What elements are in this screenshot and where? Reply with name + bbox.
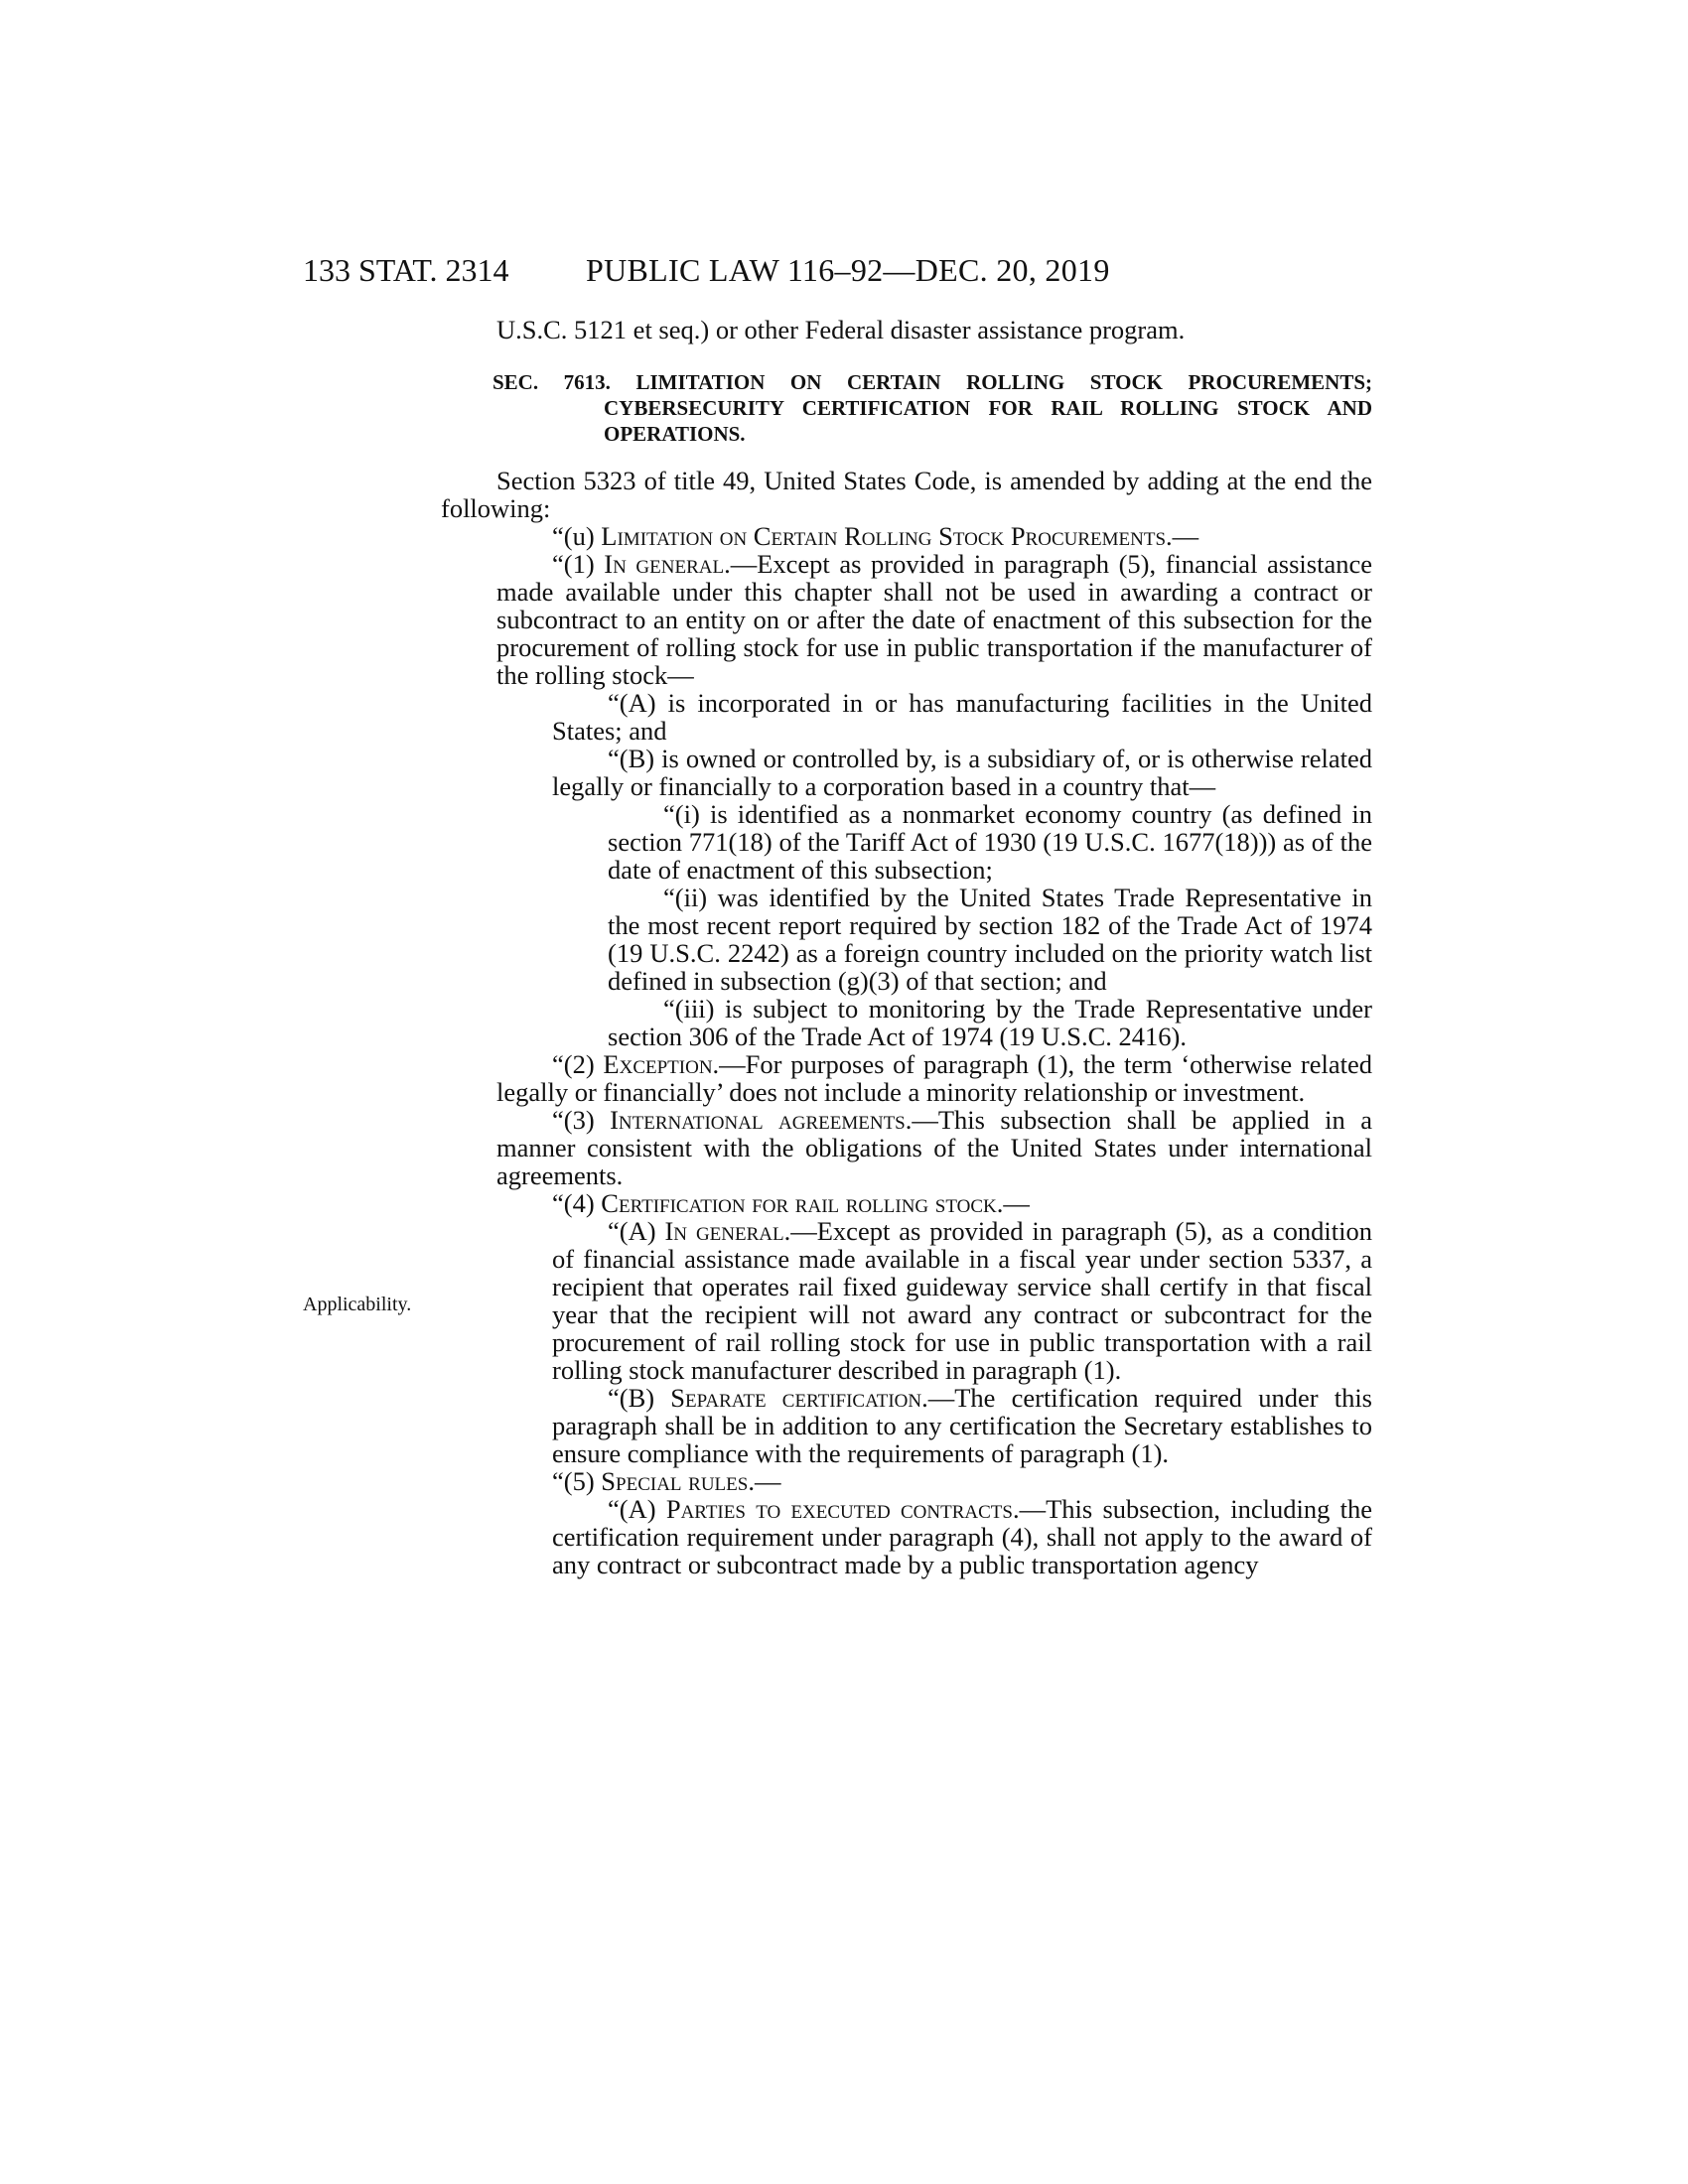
paragraph-3: “(3) International agreements.—This subsection shall be applied in a manner consistent with the obligations of the United States under international agreements.	[496, 1105, 1372, 1190]
subparagraph-B: “(B) is owned or controlled by, is a subsidiary of, or is otherwise related legally or financially to a corporation based in a country that—	[552, 744, 1372, 801]
paragraph-4: “(4) Certification for rail rolling stock.—	[552, 1188, 1030, 1218]
subparagraph-A: “(A) is incorporated in or has manufacturing facilities in the United States; and	[552, 688, 1372, 746]
clause-iii: “(iii) is subject to monitoring by the Trade Representative under section 306 of the Trade Act of 1974 (19 U.S.C. 2416).	[608, 994, 1372, 1051]
paragraph-2-heading: Exception.	[603, 1049, 720, 1079]
statute-page-reference: 133 STAT. 2314	[303, 252, 509, 288]
page-header	[303, 250, 1395, 290]
body-text	[441, 315, 1373, 1579]
section-heading: SEC. 7613. LIMITATION ON CERTAIN ROLLING STOCK PROCUREMENTS; CYBERSECURITY CERTIFICATION FOR RAIL ROLLING STOCK AND OPERATIONS.	[492, 370, 1372, 446]
paragraph-4-B-heading: Separate certification.	[670, 1383, 928, 1413]
running-head-title: PUBLIC LAW 116–92—DEC. 20, 2019	[586, 252, 1110, 288]
clause-i: “(i) is identified as a nonmarket economy country (as defined in section 771(18) of the Tariff Act of 1930 (19 U.S.C. 1677(18))) as of the date of enactment of this subsection;	[608, 799, 1372, 885]
subsection-u: “(u) Limitation on Certain Rolling Stock Procurements.—	[552, 521, 1199, 551]
paragraph-4-A: “(A) In general.—Except as provided in paragraph (5), as a condition of financial assistance made available in a fiscal year under section 5337, a recipient that operates rail fixed guideway service shall certify in that fiscal year that the recipient will not award any contract or subcontract for the procurement of rail rolling stock for use in public transportation with a rail rolling stock manufacturer described in paragraph (1).	[552, 1216, 1373, 1385]
paragraph-5: “(5) Special rules.—	[552, 1466, 781, 1496]
paragraph-1: “(1) In general.—Except as provided in paragraph (5), financial assistance made available under this chapter shall not be used in awarding a contract or subcontract to an entity on or after the date of enactment of this subsection for the procurement of rolling stock for use in public transportation if the manufacturer of the rolling stock—	[496, 549, 1372, 690]
margin-note-applicability: Applicability.	[303, 1294, 412, 1315]
paragraph-5-heading: Special rules.	[601, 1466, 755, 1496]
paragraph-4-A-heading: In general.	[664, 1216, 791, 1246]
clause-ii: “(ii) was identified by the United States Trade Representative in the most recent report required by section 182 of the Trade Act of 1974 (19 U.S.C. 2242) as a foreign country included on the priority watch list defined in subsection (g)(3) of that section; and	[608, 883, 1372, 996]
paragraph-2: “(2) Exception.—For purposes of paragraph (1), the term ‘otherwise related legally or financially’ does not include a minority relationship or investment.	[496, 1049, 1372, 1107]
paragraph-5-A: “(A) Parties to executed contracts.—This subsection, including the certification requirement under paragraph (4), shall not apply to the award of any contract or subcontract made by a public transportation agency	[552, 1494, 1372, 1579]
section-intro: Section 5323 of title 49, United States Code, is amended by adding at the end the following:	[441, 466, 1372, 523]
paragraph-1-heading: In general.	[604, 549, 731, 579]
paragraph-5-A-heading: Parties to executed contracts.	[665, 1494, 1020, 1524]
continuation-paragraph: U.S.C. 5121 et seq.) or other Federal disaster assistance program.	[496, 315, 1186, 344]
paragraph-3-heading: International agreements.	[610, 1105, 913, 1135]
paragraph-4-B: “(B) Separate certification.—The certification required under this paragraph shall be in addition to any certification the Secretary establishes to ensure compliance with the requirements of paragraph (1).	[552, 1383, 1372, 1468]
paragraph-4-heading: Certification for rail rolling stock.	[601, 1188, 1004, 1218]
subsection-u-heading: Limitation on Certain Rolling Stock Procurements.	[601, 521, 1173, 551]
